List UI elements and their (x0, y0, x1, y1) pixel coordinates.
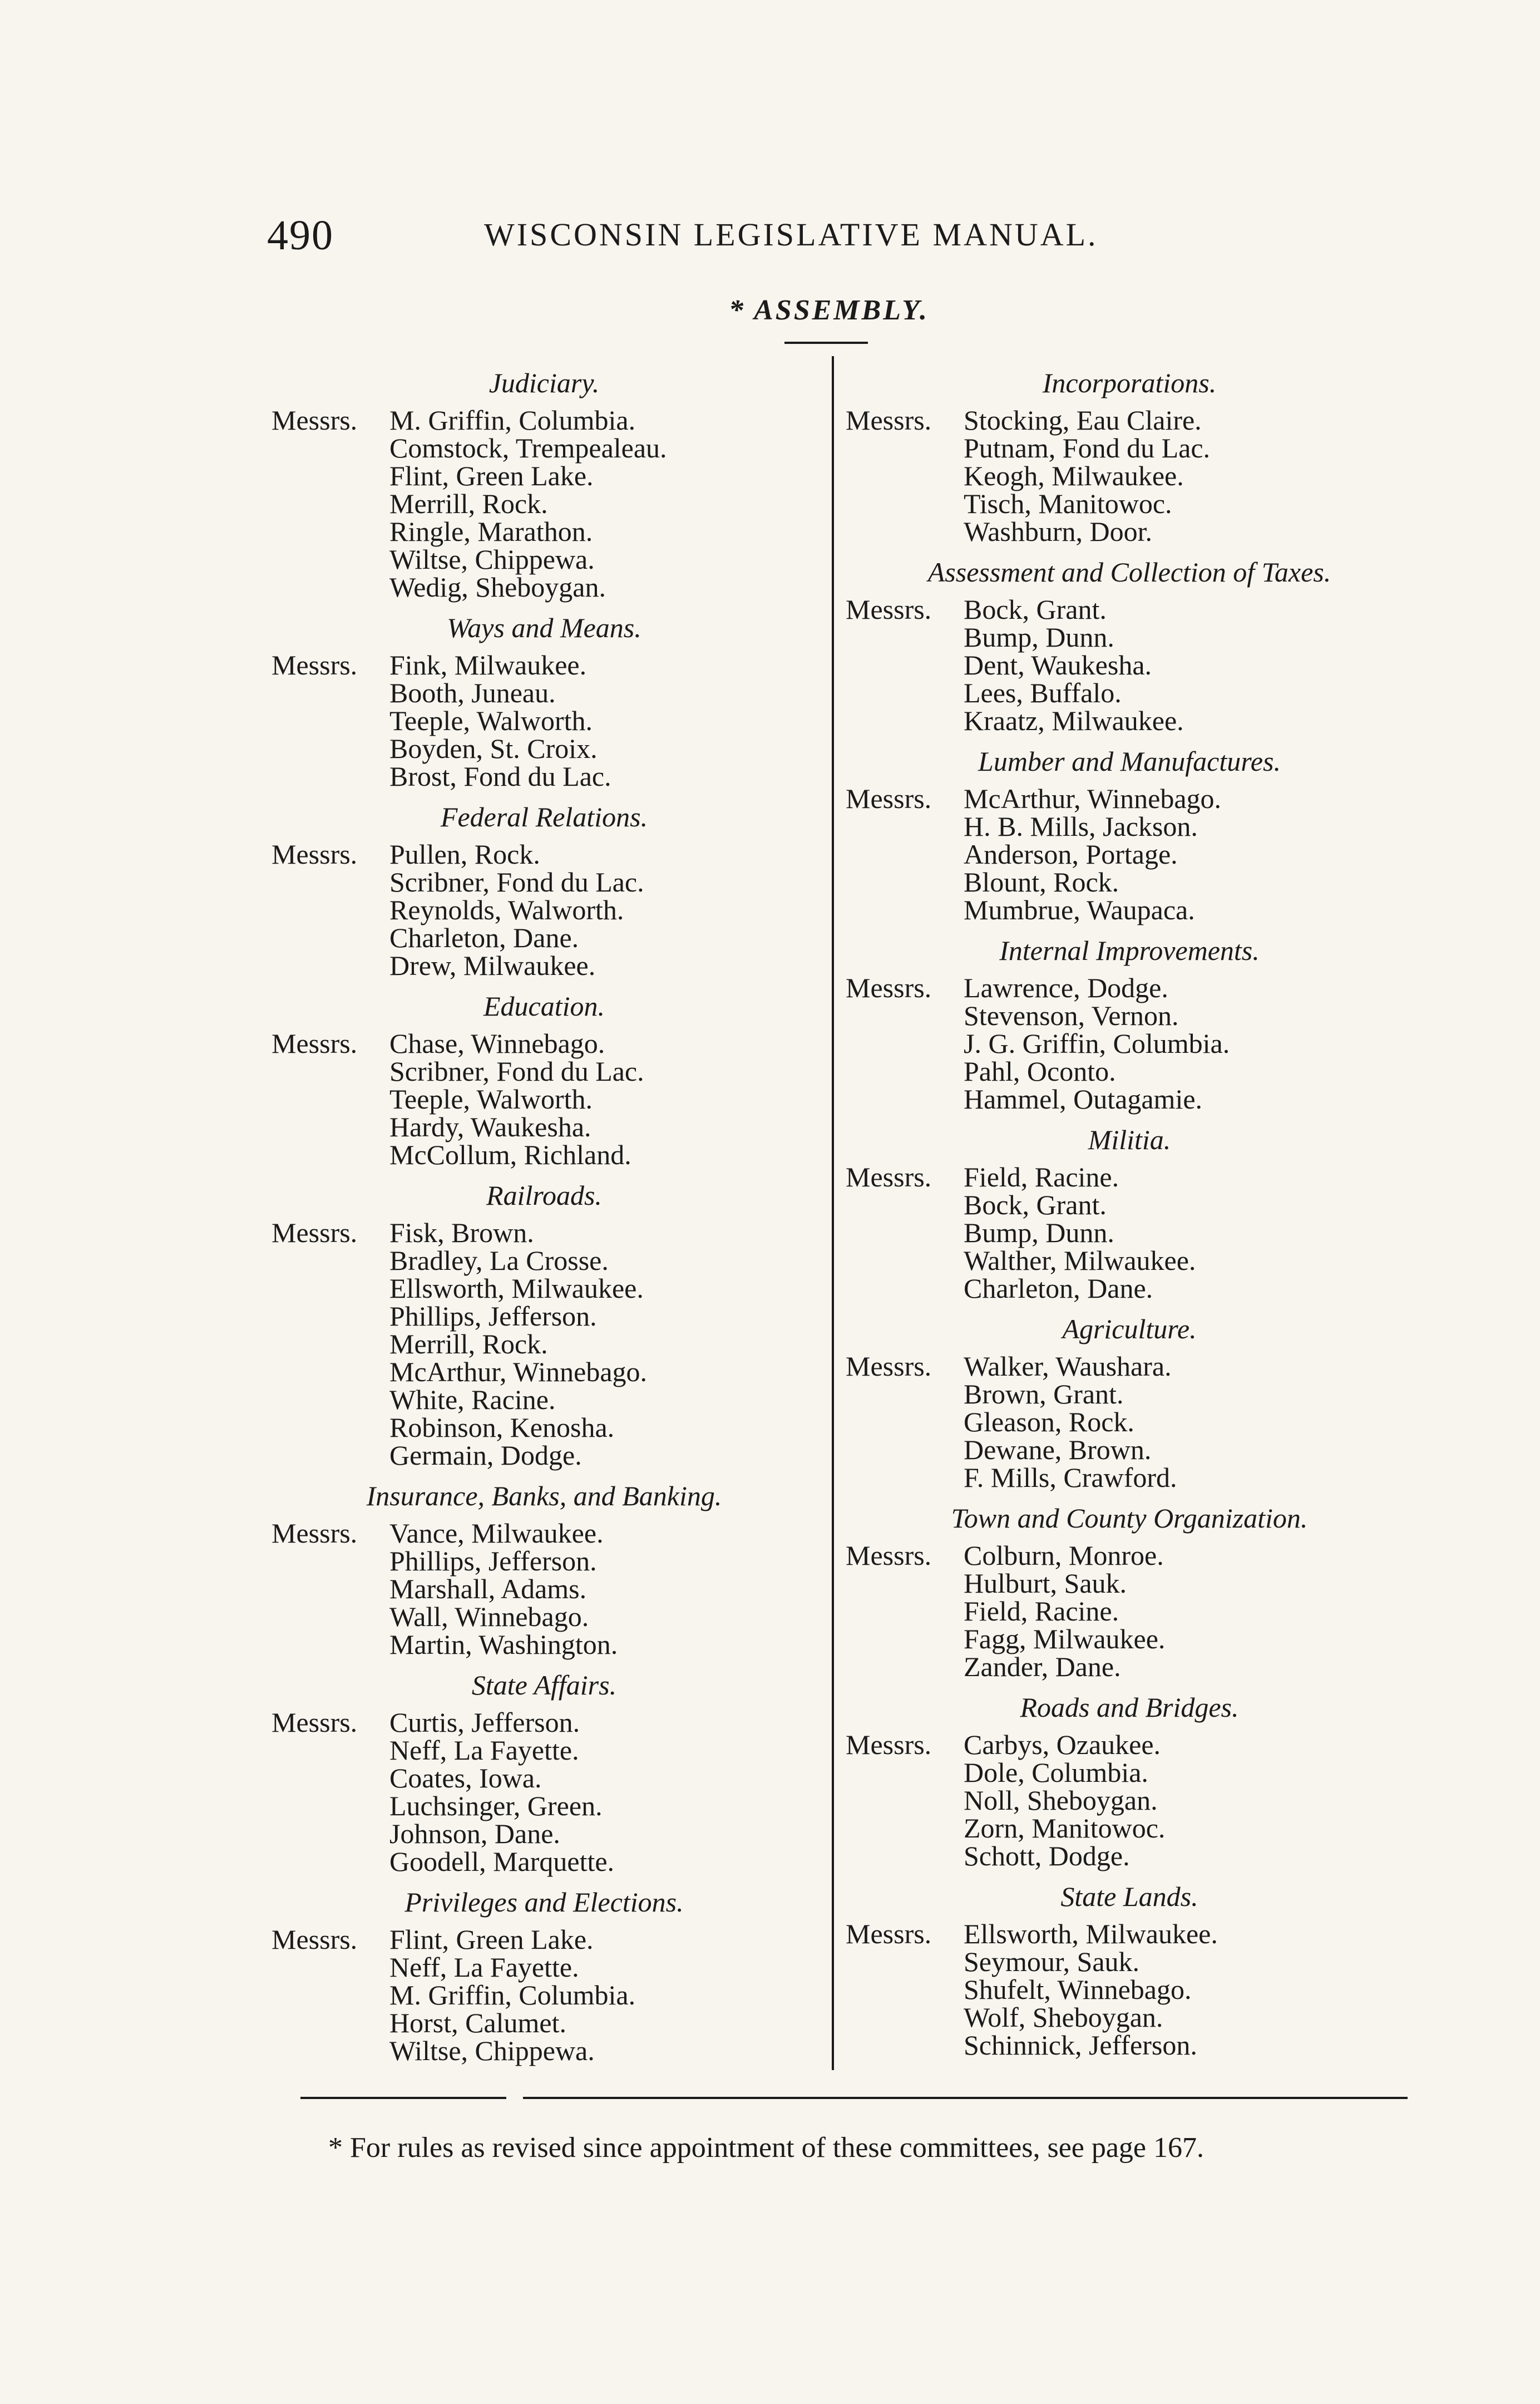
committee-block (272, 1671, 817, 1875)
committee-block (846, 1693, 1413, 1870)
messrs-prefix: Messrs. (272, 1518, 358, 1549)
member-row (846, 785, 1413, 812)
member-row (846, 2031, 1413, 2059)
member-row (272, 1358, 817, 1386)
member-name: Stocking, Eau Claire. (964, 405, 1202, 436)
member-row (272, 1113, 817, 1141)
messrs-prefix: Messrs. (272, 1028, 358, 1059)
messrs-prefix: Messrs. (846, 972, 932, 1003)
messrs-prefix: Messrs. (846, 1540, 932, 1571)
member-name: Ringle, Marathon. (389, 516, 593, 547)
member-row (846, 518, 1413, 545)
member-row (846, 868, 1413, 896)
member-row (272, 924, 817, 952)
member-row (272, 490, 817, 518)
member-row (846, 406, 1413, 434)
member-name: Luchsinger, Green. (389, 1790, 603, 1821)
member-row (846, 974, 1413, 1002)
member-name: Hardy, Waukesha. (389, 1111, 591, 1142)
member-row (272, 735, 817, 762)
member-row (846, 1247, 1413, 1274)
committee-name: Roads and Bridges. (1020, 1692, 1239, 1723)
page-header (267, 211, 1224, 262)
member-name: McArthur, Winnebago. (389, 1356, 648, 1387)
committee-name: Assessment and Collection of Taxes. (927, 556, 1331, 588)
member-row (846, 1920, 1413, 1948)
member-row (272, 868, 817, 896)
member-name: Washburn, Door. (964, 516, 1152, 547)
member-row (272, 1981, 817, 2009)
committee-block (272, 992, 817, 1169)
member-row (846, 1541, 1413, 1569)
member-row (846, 1057, 1413, 1085)
member-name: Horst, Calumet. (389, 2007, 567, 2038)
member-name: J. G. Griffin, Columbia. (964, 1028, 1230, 1059)
member-name: F. Mills, Crawford. (964, 1462, 1177, 1493)
member-name: Teeple, Walworth. (389, 1083, 593, 1115)
member-name: Chase, Winnebago. (389, 1028, 605, 1059)
committee-name: Lumber and Manufactures. (978, 746, 1281, 777)
member-row (272, 406, 817, 434)
member-name: Kraatz, Milwaukee. (964, 705, 1184, 736)
member-name: Neff, La Fayette. (389, 1735, 579, 1766)
messrs-prefix: Messrs. (846, 1351, 932, 1382)
messrs-prefix: Messrs. (846, 594, 932, 625)
member-row (846, 1219, 1413, 1247)
member-name: McCollum, Richland. (389, 1139, 631, 1170)
committee-block (272, 368, 817, 601)
member-row (272, 1519, 817, 1547)
member-row (272, 573, 817, 601)
committee-name: Incorporations. (1042, 367, 1217, 398)
member-name: Mumbrue, Waupaca. (964, 894, 1195, 925)
member-name: M. Griffin, Columbia. (389, 405, 636, 436)
left-column (272, 356, 817, 2066)
member-row (272, 434, 817, 462)
member-row (272, 1219, 817, 1247)
member-row (272, 1925, 817, 1953)
member-row (846, 462, 1413, 490)
member-name: Zorn, Manitowoc. (964, 1812, 1166, 1844)
member-name: Comstock, Trempealeau. (389, 432, 667, 464)
member-row (846, 434, 1413, 462)
messrs-prefix: Messrs. (272, 839, 358, 870)
member-row (846, 1408, 1413, 1436)
member-name: Charleton, Dane. (964, 1273, 1153, 1304)
member-row (272, 1575, 817, 1603)
member-row (272, 1413, 817, 1441)
member-row (272, 1330, 817, 1358)
member-name: Wiltse, Chippewa. (389, 2035, 595, 2066)
member-row (846, 679, 1413, 707)
committee-name: Railroads. (486, 1180, 602, 1211)
member-name: Seymour, Sauk. (964, 1946, 1140, 1977)
committee-block (846, 1882, 1413, 2059)
member-row (846, 651, 1413, 679)
committee-name: Insurance, Banks, and Banking. (366, 1480, 722, 1511)
member-row (846, 1569, 1413, 1597)
member-name: Pullen, Rock. (389, 839, 540, 870)
messrs-prefix: Messrs. (846, 1161, 932, 1193)
member-row (846, 1731, 1413, 1758)
messrs-prefix: Messrs. (846, 1918, 932, 1949)
messrs-prefix: Messrs. (272, 1924, 358, 1955)
messrs-prefix: Messrs. (272, 649, 358, 681)
right-column (846, 356, 1413, 2060)
member-row (272, 1029, 817, 1057)
member-row (846, 840, 1413, 868)
member-name: Brown, Grant. (964, 1378, 1124, 1410)
committee-block (272, 1888, 817, 2065)
committee-block (846, 1314, 1413, 1491)
member-name: Carbys, Ozaukee. (964, 1729, 1161, 1760)
member-name: Merrill, Rock. (389, 1328, 548, 1359)
member-row (272, 1247, 817, 1274)
member-row (272, 2009, 817, 2037)
member-row (846, 623, 1413, 651)
member-row (272, 1441, 817, 1469)
member-row (272, 1386, 817, 1413)
member-row (846, 1436, 1413, 1464)
member-name: Germain, Dodge. (389, 1440, 582, 1471)
member-name: Bradley, La Crosse. (389, 1245, 609, 1276)
member-row (846, 490, 1413, 518)
committee-name: Federal Relations. (440, 801, 648, 832)
member-row (272, 651, 817, 679)
member-name: Charleton, Dane. (389, 922, 579, 953)
committee-block (272, 802, 817, 979)
member-name: Bump, Dunn. (964, 622, 1114, 653)
member-row (272, 1708, 817, 1736)
member-name: White, Racine. (389, 1384, 556, 1415)
committee-name: Judiciary. (488, 367, 600, 398)
member-name: Goodell, Marquette. (389, 1846, 615, 1877)
member-row (846, 595, 1413, 623)
member-row (846, 1976, 1413, 2003)
member-row (846, 1191, 1413, 1219)
member-name: Ellsworth, Milwaukee. (389, 1273, 644, 1304)
member-row (846, 1653, 1413, 1681)
member-row (272, 840, 817, 868)
member-name: Wedig, Sheboygan. (389, 572, 606, 603)
footnote-rule-left (300, 2097, 506, 2099)
committee-block (846, 1125, 1413, 1302)
member-row (272, 1603, 817, 1630)
committee-name: Ways and Means. (447, 612, 641, 643)
member-row (272, 518, 817, 545)
member-row (272, 1792, 817, 1820)
member-row (272, 462, 817, 490)
running-title: WISCONSIN LEGISLATIVE MANUAL. (484, 216, 1098, 253)
member-row (272, 1302, 817, 1330)
member-name: Walther, Milwaukee. (964, 1245, 1196, 1276)
member-name: Colburn, Monroe. (964, 1540, 1164, 1571)
member-name: Scribner, Fond du Lac. (389, 866, 644, 898)
member-name: Field, Racine. (964, 1161, 1119, 1193)
member-row (272, 1764, 817, 1792)
committee-name: Town and County Organization. (951, 1502, 1308, 1534)
member-name: Anderson, Portage. (964, 839, 1178, 870)
committee-block (846, 747, 1413, 924)
member-name: Tisch, Manitowoc. (964, 488, 1172, 519)
committee-name: Agriculture. (1062, 1313, 1197, 1344)
member-name: Gleason, Rock. (964, 1406, 1134, 1437)
member-row (272, 1848, 817, 1875)
member-name: Bock, Grant. (964, 594, 1107, 625)
column-divider (832, 356, 834, 2070)
member-name: Shufelt, Winnebago. (964, 1974, 1192, 2005)
member-row (272, 545, 817, 573)
member-name: Keogh, Milwaukee. (964, 460, 1184, 491)
member-row (846, 1597, 1413, 1625)
member-name: Fagg, Milwaukee. (964, 1623, 1166, 1654)
member-name: Vance, Milwaukee. (389, 1518, 604, 1549)
member-name: Brost, Fond du Lac. (389, 761, 611, 792)
member-name: Bock, Grant. (964, 1189, 1107, 1220)
member-name: Reynolds, Walworth. (389, 894, 624, 925)
member-name: Blount, Rock. (964, 866, 1119, 898)
member-row (846, 1029, 1413, 1057)
messrs-prefix: Messrs. (272, 1217, 358, 1248)
member-row (846, 1085, 1413, 1113)
committee-block (846, 1504, 1413, 1681)
member-name: Wall, Winnebago. (389, 1601, 589, 1632)
member-name: Booth, Juneau. (389, 677, 556, 708)
committee-name: Education. (483, 991, 605, 1022)
member-row (272, 762, 817, 790)
member-name: Martin, Washington. (389, 1629, 618, 1660)
member-row (846, 1625, 1413, 1653)
member-name: Lees, Buffalo. (964, 677, 1122, 708)
member-name: Scribner, Fond du Lac. (389, 1056, 644, 1087)
member-name: Pahl, Oconto. (964, 1056, 1116, 1087)
member-name: Hulburt, Sauk. (964, 1568, 1127, 1599)
member-row (272, 1085, 817, 1113)
committee-name: Militia. (1088, 1124, 1171, 1155)
member-name: Merrill, Rock. (389, 488, 548, 519)
footnote: * For rules as revised since appointment of these committees, see page 167. (328, 2132, 1205, 2164)
member-row (846, 1380, 1413, 1408)
messrs-prefix: Messrs. (846, 405, 932, 436)
member-row (272, 2037, 817, 2065)
member-name: Schott, Dodge. (964, 1840, 1130, 1871)
member-name: Ellsworth, Milwaukee. (964, 1918, 1218, 1949)
member-name: M. Griffin, Columbia. (389, 1979, 636, 2011)
member-row (272, 1736, 817, 1764)
member-name: Dole, Columbia. (964, 1757, 1148, 1788)
member-row (846, 1163, 1413, 1191)
messrs-prefix: Messrs. (846, 1729, 932, 1760)
member-name: Field, Racine. (964, 1595, 1119, 1627)
committee-block (272, 1481, 817, 1658)
member-row (846, 1352, 1413, 1380)
member-name: Flint, Green Lake. (389, 1924, 594, 1955)
member-name: Dent, Waukesha. (964, 649, 1152, 681)
committee-block (846, 558, 1413, 735)
messrs-prefix: Messrs. (272, 1707, 358, 1738)
member-name: Wiltse, Chippewa. (389, 544, 595, 575)
committee-name: Privileges and Elections. (404, 1886, 684, 1918)
member-name: Johnson, Dane. (389, 1818, 560, 1849)
member-row (846, 1948, 1413, 1976)
member-name: Putnam, Fond du Lac. (964, 432, 1211, 464)
member-name: Zander, Dane. (964, 1651, 1121, 1682)
member-row (272, 707, 817, 735)
member-name: Bump, Dunn. (964, 1217, 1114, 1248)
member-name: Walker, Waushara. (964, 1351, 1172, 1382)
member-row (272, 1630, 817, 1658)
section-rule (784, 342, 868, 344)
member-name: H. B. Mills, Jackson. (964, 811, 1198, 842)
member-row (846, 812, 1413, 840)
committee-block (846, 368, 1413, 545)
member-name: Curtis, Jefferson. (389, 1707, 580, 1738)
member-name: Lawrence, Dodge. (964, 972, 1168, 1003)
member-row (272, 1953, 817, 1981)
member-name: Coates, Iowa. (389, 1762, 542, 1794)
member-row (272, 1274, 817, 1302)
member-row (272, 1057, 817, 1085)
messrs-prefix: Messrs. (272, 405, 358, 436)
committee-block (272, 1181, 817, 1469)
member-name: Phillips, Jefferson. (389, 1545, 597, 1577)
member-row (846, 1842, 1413, 1870)
member-name: Teeple, Walworth. (389, 705, 593, 736)
member-name: Drew, Milwaukee. (389, 950, 596, 981)
member-row (846, 1814, 1413, 1842)
member-row (846, 1786, 1413, 1814)
member-name: Flint, Green Lake. (389, 460, 594, 491)
member-row (272, 896, 817, 924)
member-row (272, 952, 817, 979)
page-number: 490 (267, 212, 334, 259)
committee-name: State Lands. (1060, 1881, 1198, 1912)
member-row (846, 707, 1413, 735)
member-row (272, 679, 817, 707)
member-row (846, 2003, 1413, 2031)
member-name: Phillips, Jefferson. (389, 1300, 597, 1332)
member-name: Fisk, Brown. (389, 1217, 534, 1248)
committee-name: Internal Improvements. (999, 935, 1260, 966)
member-name: Hammel, Outagamie. (964, 1083, 1203, 1115)
committee-block (272, 613, 817, 790)
member-row (846, 896, 1413, 924)
member-row (846, 1002, 1413, 1029)
member-name: Neff, La Fayette. (389, 1952, 579, 1983)
committee-block (846, 936, 1413, 1113)
member-name: Boyden, St. Croix. (389, 733, 598, 764)
section-title: * ASSEMBLY. (729, 294, 929, 326)
messrs-prefix: Messrs. (846, 783, 932, 814)
member-name: Fink, Milwaukee. (389, 649, 587, 681)
member-name: Marshall, Adams. (389, 1573, 587, 1604)
member-name: McArthur, Winnebago. (964, 783, 1222, 814)
member-row (846, 1464, 1413, 1491)
member-name: Dewane, Brown. (964, 1434, 1152, 1465)
member-row (272, 1141, 817, 1169)
member-name: Robinson, Kenosha. (389, 1412, 615, 1443)
committee-name: State Affairs. (471, 1669, 617, 1701)
footnote-rule-right (523, 2097, 1408, 2099)
member-row (272, 1547, 817, 1575)
member-row (846, 1274, 1413, 1302)
member-name: Noll, Sheboygan. (964, 1785, 1158, 1816)
member-row (846, 1758, 1413, 1786)
member-row (272, 1820, 817, 1848)
member-name: Wolf, Sheboygan. (964, 2002, 1163, 2033)
member-name: Schinnick, Jefferson. (964, 2029, 1197, 2061)
member-name: Stevenson, Vernon. (964, 1000, 1179, 1031)
